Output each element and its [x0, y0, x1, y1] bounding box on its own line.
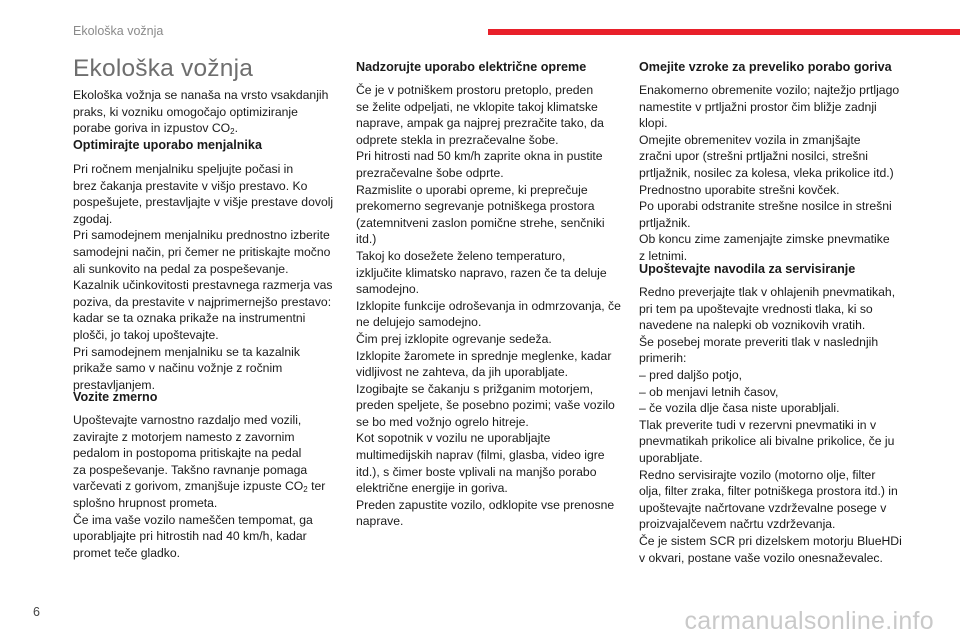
text-line: Pri hitrosti nad 50 km/h zaprite okna in pustite [356, 149, 603, 164]
text-line: Pri samodejnem menjalniku prednostno izberite [73, 228, 330, 243]
text-line: primerih: [639, 351, 687, 366]
text-line: v okvari, postane vaše vozilo onesnaževalec. [639, 550, 883, 565]
text-line: prezračevalne šobe odprte. [356, 165, 504, 180]
text-line: prtljažnik. [639, 215, 691, 230]
page-title: Ekološka vožnja [73, 55, 254, 82]
text-line: pri tem pa upoštevajte vrednosti tlaka, ki so [639, 301, 873, 316]
text-line: Če je v potniškem prostoru pretoplo, preden [356, 83, 594, 97]
text-line: uporabljajte pri hitrostih nad 40 km/h, kadar [73, 529, 307, 544]
text-line: naprave, ampak ga najprej prezračite tako, da [356, 116, 604, 131]
text-line: zgodaj. [73, 211, 113, 226]
text-line: pospešujete, prestavljajte v višje prestave dovolj [73, 195, 334, 210]
text-line: Po uporabi odstranite strešne nosilce in strešni [639, 199, 892, 214]
text-line: preden speljete, še posebno pozimi; vaše vozilo [356, 398, 615, 413]
watermark: carmanualsonline.info [684, 607, 934, 635]
text-line: Izklopite žaromete in sprednje meglenke, kadar [356, 348, 612, 363]
text-line: itd.) [356, 232, 377, 247]
text-line: Preden zapustite vozilo, odklopite vse prenosne [356, 497, 615, 512]
text-line: Tlak preverite tudi v rezervni pnevmatiki in v [639, 417, 877, 432]
heading-smooth-driving: Vozite zmerno [73, 390, 158, 404]
text-line: kadar se ta oznaka prikaže na instrumentni [73, 311, 306, 326]
text-line: z letnimi. [639, 248, 688, 263]
text-line: klopi. [639, 116, 668, 131]
text-line: izključite klimatsko napravo, razen če ta deluje [356, 265, 607, 280]
text-line: Če je sistem SCR pri dizelskem motorju BlueHDi [639, 533, 902, 548]
text-line: proizvajalčevem načrtu vzdrževanja. [639, 517, 836, 532]
text-line: prtljažnik, nosilec za kolesa, vleka prikolice itd.) [639, 165, 894, 180]
text-line: itd.), s čimer boste vplivali na manjšo porabo [356, 464, 597, 479]
text-line: (zatemnitveni zaslon pomične strehe, senčniki [356, 215, 605, 230]
text-line: Prednostno uporabite strešni kovček. [639, 182, 840, 197]
text-line: naprave. [356, 514, 404, 529]
text-line: promet teče gladko. [73, 545, 181, 560]
accent-bar [488, 29, 960, 35]
text-line: Redno servisirajte vozilo (motorno olje, filter [639, 467, 876, 482]
text-line: se bo med vožnjo ogrelo hitreje. [356, 414, 529, 429]
text-line: Enakomerno obremenite vozilo; najtežjo prtljago [639, 83, 900, 97]
text-line: upoštevajte načrtovane vzdrževalne posege v [639, 500, 887, 515]
text-line: Razmislite o uporabi opreme, ki preprečuje [356, 182, 588, 197]
text-line: navedene na nalepki ob voznikovih vratih. [639, 318, 866, 333]
text-line: plošči, jo takoj upoštevajte. [73, 327, 219, 342]
text-line: Pri samodejnem menjalniku se ta kazalnik [73, 344, 300, 359]
text-line: pedalom in postopoma pritiskajte na pedal [73, 446, 302, 461]
text-line: Omejite obremenitev vozila in zmanjšajte [639, 132, 861, 147]
paragraph-limit-consumption [639, 82, 914, 265]
paragraph-servicing [639, 284, 914, 566]
paragraph-smooth-driving [73, 412, 343, 561]
text-line: za pospeševanje. Takšno ravnanje pomaga [73, 462, 308, 477]
running-head: Ekološka vožnja [73, 24, 164, 38]
text-line: praks, ki vozniku omogočajo optimiziranje [73, 104, 298, 119]
heading-electrical-equipment: Nadzorujte uporabo električne opreme [356, 60, 587, 74]
text-line: Redno preverjajte tlak v ohlajenih pnevmatikah, [639, 285, 896, 299]
text-line: – ob menjavi letnih časov, [639, 384, 779, 399]
text-line: Izogibajte se čakanju s prižganim motorjem, [356, 381, 594, 396]
text-line: brez čakanja prestavite v višjo prestavo. Ko [73, 178, 308, 193]
text-line: porabe goriva in izpustov $CO_2$. [73, 121, 239, 137]
text-line: multimedijskih naprav (filmi, glasba, video igre [356, 448, 605, 463]
text-line: ali sunkovito na pedal za pospeševanje. [73, 261, 289, 276]
paragraph-gearbox [73, 161, 343, 393]
text-line: poziva, da prestavite v najprimernejšo prestavo: [73, 294, 332, 309]
text-line: Če ima vaše vozilo nameščen tempomat, ga [73, 512, 313, 527]
text-line: samodejno. [356, 282, 420, 297]
text-line: olja, filter zraka, filter potniškega prostora itd.) in [639, 484, 898, 499]
text-line: – pred daljšo potjo, [639, 367, 742, 382]
text-line: varčevati z gorivom, zmanjšuje izpuste $CO_2$ ter [73, 479, 326, 495]
text-line: splošno hrupnost prometa. [73, 495, 218, 510]
text-line: Takoj ko dosežete želeno temperaturo, [356, 248, 566, 263]
heading-gearbox: Optimirajte uporabo menjalnika [73, 138, 262, 152]
text-line: – če vozila dlje časa niste uporabljali. [639, 401, 840, 416]
text-line: odprete stekla in prezračevalne šobe. [356, 132, 559, 147]
text-line: Kazalnik učinkovitosti prestavnega razmerja vas [73, 278, 333, 293]
page-number: 6 [33, 605, 40, 619]
text-line: električne energije in goriva. [356, 481, 508, 496]
text-line: zračni upor (strešni prtljažni nosilci, strešni [639, 149, 868, 164]
text-line: Čim prej izklopite ogrevanje sedeža. [356, 331, 552, 346]
intro-paragraph [73, 87, 343, 137]
text-line: prikaže samo v načinu vožnje z ročnim [73, 361, 283, 376]
heading-limit-consumption: Omejite vzroke za preveliko porabo goriva [639, 60, 892, 74]
text-line: Izklopite funkcije odroševanja in odmrzovanja, če [356, 298, 621, 313]
text-line: vidljivost ne zahteva, da jih uporabljate. [356, 365, 569, 380]
text-line: Ob koncu zime zamenjajte zimske pnevmatike [639, 232, 890, 247]
text-line: uporabljate. [639, 450, 703, 465]
text-line: samodejni način, pri čemer ne pritiskajte močno [73, 244, 331, 259]
text-line: Upoštevajte varnostno razdaljo med vozili, [73, 413, 302, 427]
heading-servicing: Upoštevajte navodila za servisiranje [639, 262, 856, 276]
text-line: se želite odpeljati, ne vklopite takoj klimatske [356, 99, 598, 114]
text-line: namestite v prtljažni prostor čim bližje zadnji [639, 99, 877, 114]
text-line: Ekološka vožnja se nanaša na vrsto vsakdanjih [73, 88, 329, 102]
text-line: prestavljanjem. [73, 377, 155, 392]
text-line: pnevmatikah prikolice ali bivalne prikolice, če ju [639, 434, 895, 449]
text-line: prekomerno segrevanje potniškega prostora [356, 199, 595, 214]
text-line: Pri ročnem menjalniku speljujte počasi in [73, 162, 294, 176]
text-line: zavirajte z motorjem namesto z zavornim [73, 429, 295, 444]
text-line: Kot sopotnik v vozilu ne uporabljajte [356, 431, 551, 446]
text-line: ne delujejo samodejno. [356, 315, 482, 330]
paragraph-electrical-equipment [356, 82, 631, 530]
text-line: Še posebej morate preveriti tlak v naslednjih [639, 334, 879, 349]
